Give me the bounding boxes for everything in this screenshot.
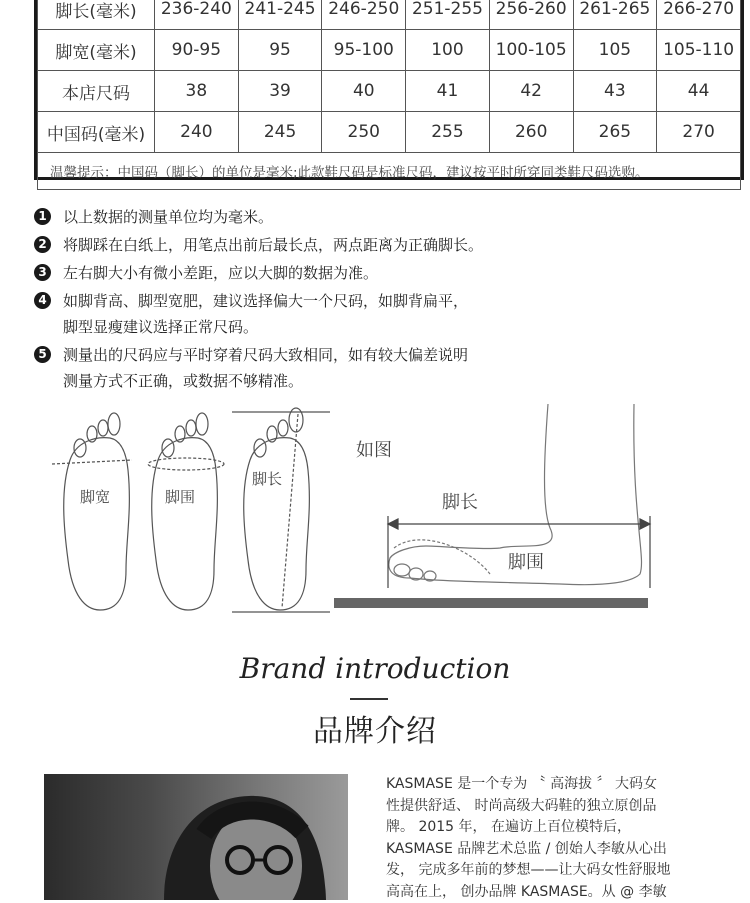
table-cell: 44 [657, 71, 741, 112]
table-cell: 95 [238, 30, 322, 71]
note-text: 左右脚大小有微小差距，应以大脚的数据为准。 [63, 260, 378, 286]
founder-portrait-graphic [44, 774, 348, 900]
foot-width-illustration [52, 413, 132, 610]
row-header: 脚宽(毫米) [38, 30, 155, 71]
table-cell: 250 [322, 112, 406, 153]
side-length-label: 脚长 [442, 492, 478, 513]
table-cell: 41 [406, 71, 490, 112]
foot-girth-illustration [148, 413, 224, 610]
floor-bar [334, 598, 648, 608]
row-header: 脚长(毫米) [38, 0, 155, 30]
number-badge: 4 [34, 292, 51, 309]
table-cell: 105 [573, 30, 657, 71]
note-text: 测量方式不正确，或数据不够精准。 [63, 368, 468, 394]
row-header: 中国码(毫米) [38, 112, 155, 153]
note-text: 测量出的尺码应与平时穿着尺码大致相同，如有较大偏差说明 [63, 342, 468, 368]
number-badge: 2 [34, 236, 51, 253]
list-item [34, 232, 734, 258]
table-cell: 40 [322, 71, 406, 112]
table-row [38, 71, 741, 112]
intro-line: 发， 完成多年前的梦想——让大码女性舒服地 [386, 860, 696, 882]
intro-line: 高高在上， 创办品牌 KASMASE。从 @ 李敏 [386, 882, 696, 903]
intro-line: KASMASE 品牌艺术总监 / 创始人李敏从心出 [386, 839, 696, 861]
table-cell: 38 [155, 71, 239, 112]
founder-photo [44, 774, 348, 900]
table-cell: 246-250 [322, 0, 406, 30]
list-item [34, 288, 734, 340]
table-cell: 255 [406, 112, 490, 153]
table-cell: 266-270 [657, 0, 741, 30]
table-cell: 100-105 [489, 30, 573, 71]
intro-line: KASMASE 是一个专为 〝 高海拔 〞 大码女 [386, 774, 696, 796]
size-table-container [34, 0, 744, 180]
table-row [38, 0, 741, 30]
brand-title-en: Brand introduction [0, 652, 750, 685]
table-cell: 241-245 [238, 0, 322, 30]
table-cell: 95-100 [322, 30, 406, 71]
foot-width-label: 脚宽 [80, 488, 110, 506]
measurement-notes [34, 204, 734, 396]
brand-intro [386, 774, 696, 903]
number-badge: 1 [34, 208, 51, 225]
title-divider [350, 698, 388, 700]
as-shown-label: 如图 [356, 440, 392, 461]
list-item [34, 260, 734, 286]
intro-line: 性提供舒适、 时尚高级大码鞋的独立原创品 [386, 796, 696, 818]
size-table [37, 0, 741, 190]
table-cell: 240 [155, 112, 239, 153]
size-tip-note: 温馨提示：中国码（脚长）的单位是毫米;此款鞋尺码是标准尺码，建议按平时所穿同类鞋尺码选购。 [38, 153, 741, 190]
side-girth-label: 脚围 [508, 552, 544, 573]
number-badge: 5 [34, 346, 51, 363]
foot-side-diagram [330, 398, 660, 618]
foot-length-label: 脚长 [252, 470, 282, 488]
number-badge: 3 [34, 264, 51, 281]
brand-title-cn: 品牌介绍 [0, 706, 750, 750]
note-text: 以上数据的测量单位均为毫米。 [63, 204, 273, 230]
table-cell: 42 [489, 71, 573, 112]
list-item [34, 204, 734, 230]
table-cell: 245 [238, 112, 322, 153]
table-cell: 100 [406, 30, 490, 71]
foot-length-illustration [232, 408, 330, 612]
table-note-row [38, 153, 741, 190]
table-cell: 236-240 [155, 0, 239, 30]
table-cell: 39 [238, 71, 322, 112]
table-cell: 261-265 [573, 0, 657, 30]
intro-line: 牌。 2015 年， 在遍访上百位模特后， [386, 817, 696, 839]
table-cell: 251-255 [406, 0, 490, 30]
note-text: 脚型显瘦建议选择正常尺码。 [63, 314, 468, 340]
table-cell: 105-110 [657, 30, 741, 71]
list-item [34, 342, 734, 394]
row-header: 本店尺码 [38, 71, 155, 112]
foot-girth-label: 脚围 [165, 488, 195, 506]
note-text: 如脚背高、脚型宽肥，建议选择偏大一个尺码，如脚背扁平， [63, 288, 468, 314]
table-cell: 256-260 [489, 0, 573, 30]
table-cell: 43 [573, 71, 657, 112]
note-text: 将脚踩在白纸上，用笔点出前后最长点，两点距离为正确脚长。 [63, 232, 483, 258]
table-cell: 265 [573, 112, 657, 153]
foot-outline-diagram [40, 400, 340, 620]
table-row [38, 112, 741, 153]
table-cell: 270 [657, 112, 741, 153]
table-cell: 90-95 [155, 30, 239, 71]
table-row [38, 30, 741, 71]
table-cell: 260 [489, 112, 573, 153]
